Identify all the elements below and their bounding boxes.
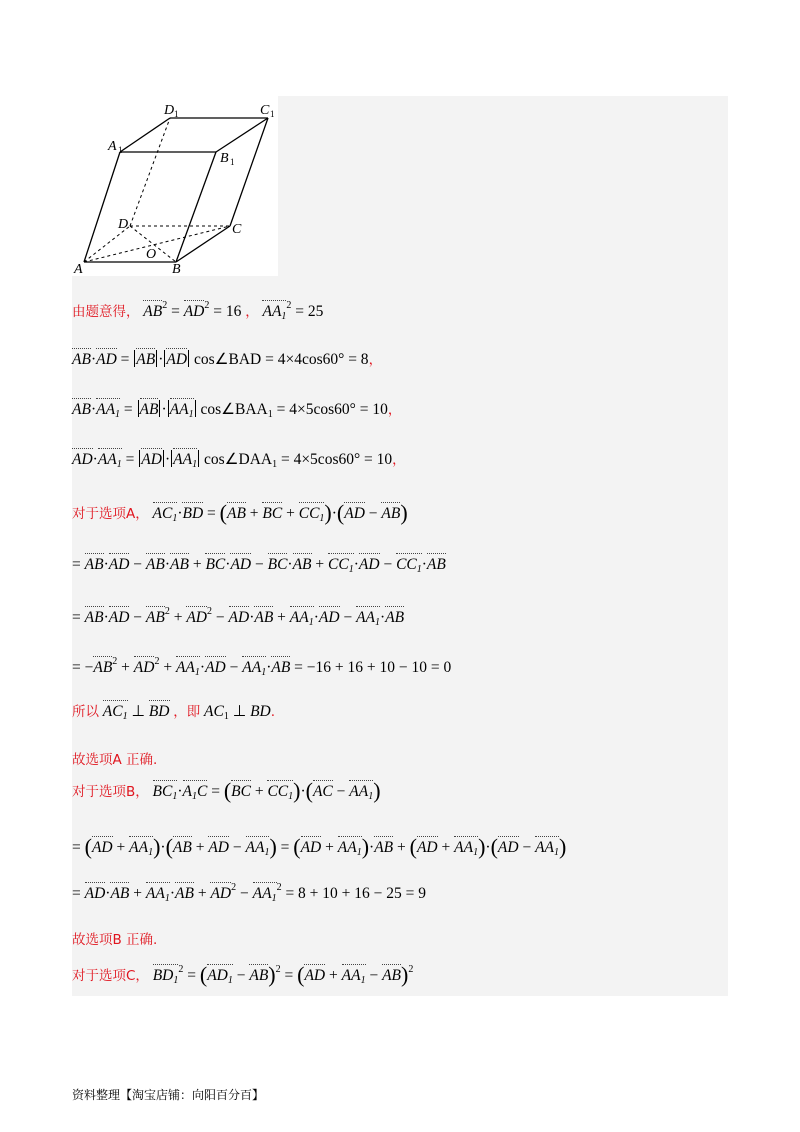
option-a-line xyxy=(72,500,408,526)
option-b-label: 对于选项B， xyxy=(72,784,149,800)
option-a-result-value: = −16 + 16 + 10 − 10 = 0 xyxy=(294,659,452,676)
dot-ab-aa1: $AB\cdot AA_1$ = AB · $AA_1$ $\cos\angle BAA_1 = 4\times 5\cos 60^\circ = 10$， xyxy=(72,401,402,420)
given-line xyxy=(72,300,323,322)
comma: ， xyxy=(245,304,259,320)
dot-ad-aa1-cos: cos∠DAA xyxy=(203,451,273,468)
label-D1: D xyxy=(164,103,175,118)
parallelepiped-figure xyxy=(72,96,278,276)
label-O: O xyxy=(146,247,157,262)
option-c-line xyxy=(72,962,413,988)
label-B1-sub: 1 xyxy=(230,157,235,167)
label-C1: C xyxy=(260,103,270,118)
dot-ab-aa1-value: = 4×5cos60° = 10 xyxy=(276,401,388,418)
label-D1-sub: 1 xyxy=(174,109,179,119)
label-D: D xyxy=(118,217,129,232)
option-a-label: 对于选项A， xyxy=(72,506,149,522)
option-c-label: 对于选项C， xyxy=(72,968,149,984)
option-b-result: = $AD\cdot AB + AA_1\cdot AB + AD^2 - AA_1^2 = 8 + 10 + 16 - 25 = 9$ xyxy=(72,882,427,904)
option-b-correct: 故选项B 正确. xyxy=(72,932,158,948)
option-b-line xyxy=(72,778,381,804)
dot-ab-aa1-cos: cos∠BAA xyxy=(200,401,268,418)
dot-ad-aa1-value: = 4×5cos60° = 10 xyxy=(280,451,393,468)
dot-ab-ad: AB·AD = AB · AD cos∠BAD = 4×4cos60° = 8， xyxy=(72,351,383,368)
option-a-conclusion: 所以 $AC_1$ ⊥ BD ，即 $AC_1$ ⊥ BD. xyxy=(72,703,276,722)
label-B1: B xyxy=(220,151,229,166)
option-c-math: $BD_1^2 = (AD_1 - AB)^2 = (AD + AA_1 - AB)^2$ xyxy=(152,962,414,987)
given-math-2: $AA_1^2 = 25$ xyxy=(262,300,324,322)
option-a-result: = $-AB^2 + AD^2 + AA_1\cdot AD - AA_1\cdot AB = -16 + 16 + 10 - 10 = 0$ xyxy=(72,656,452,678)
label-C: C xyxy=(232,222,242,237)
so-label: 所以 xyxy=(72,704,99,720)
option-a-expand-1: = $AB\cdot AD - AB\cdot AB + BC\cdot AD - BC\cdot AB + CC_1\cdot AD - CC_1\cdot AB$ xyxy=(72,556,446,575)
parallelepiped-diagram xyxy=(72,96,278,276)
given-label: 由题意得， xyxy=(72,304,140,320)
given-value-1: = 16 xyxy=(213,303,242,320)
given-value-2: = 25 xyxy=(295,303,324,320)
label-B: B xyxy=(172,262,181,276)
label-A: A xyxy=(74,262,83,276)
label-A1: A xyxy=(108,139,117,154)
dot-ad-aa1: $AD\cdot AA_1$ = AD · $AA_1$ $\cos\angle DAA_1 = 4\times 5\cos 60^\circ = 10$， xyxy=(72,451,406,470)
option-b-math: $BC_1\cdot A_1C = (BC + CC_1)\cdot(AC - AA_1)$ xyxy=(152,778,381,803)
option-a-correct: 故选项A 正确. xyxy=(72,752,158,768)
option-a-math: $AC_1\cdot BD = (AB$ + BC + $CC_1)\cdot(AD - AB)$ xyxy=(152,500,408,525)
given-math: $AB^2 = AD^2 = 16$ xyxy=(143,300,242,320)
option-b-result-value: = 8 + 10 + 16 − 25 = 9 xyxy=(285,885,427,902)
footer-text: 资料整理【淘宝店铺：向阳百分百】 xyxy=(72,1088,265,1102)
label-C1-sub: 1 xyxy=(270,109,275,119)
option-a-expand-2: = $AB\cdot AD - AB^2 + AD^2 - AD\cdot AB + AA_1\cdot AD - AA_1\cdot AB$ xyxy=(72,606,405,628)
dot-ab-ad-value: cos∠BAD = 4×4cos60° = 8 xyxy=(193,351,369,368)
option-b-expand: = $(AD + AA_1)\cdot(AB$ + AD − $AA_1) = (AD + AA_1)\cdot AB + (AD + AA_1)\cdot(AD - AA_1)$ xyxy=(72,834,567,859)
label-A1-sub: 1 xyxy=(118,145,123,155)
ie-label: ，即 xyxy=(173,704,201,720)
